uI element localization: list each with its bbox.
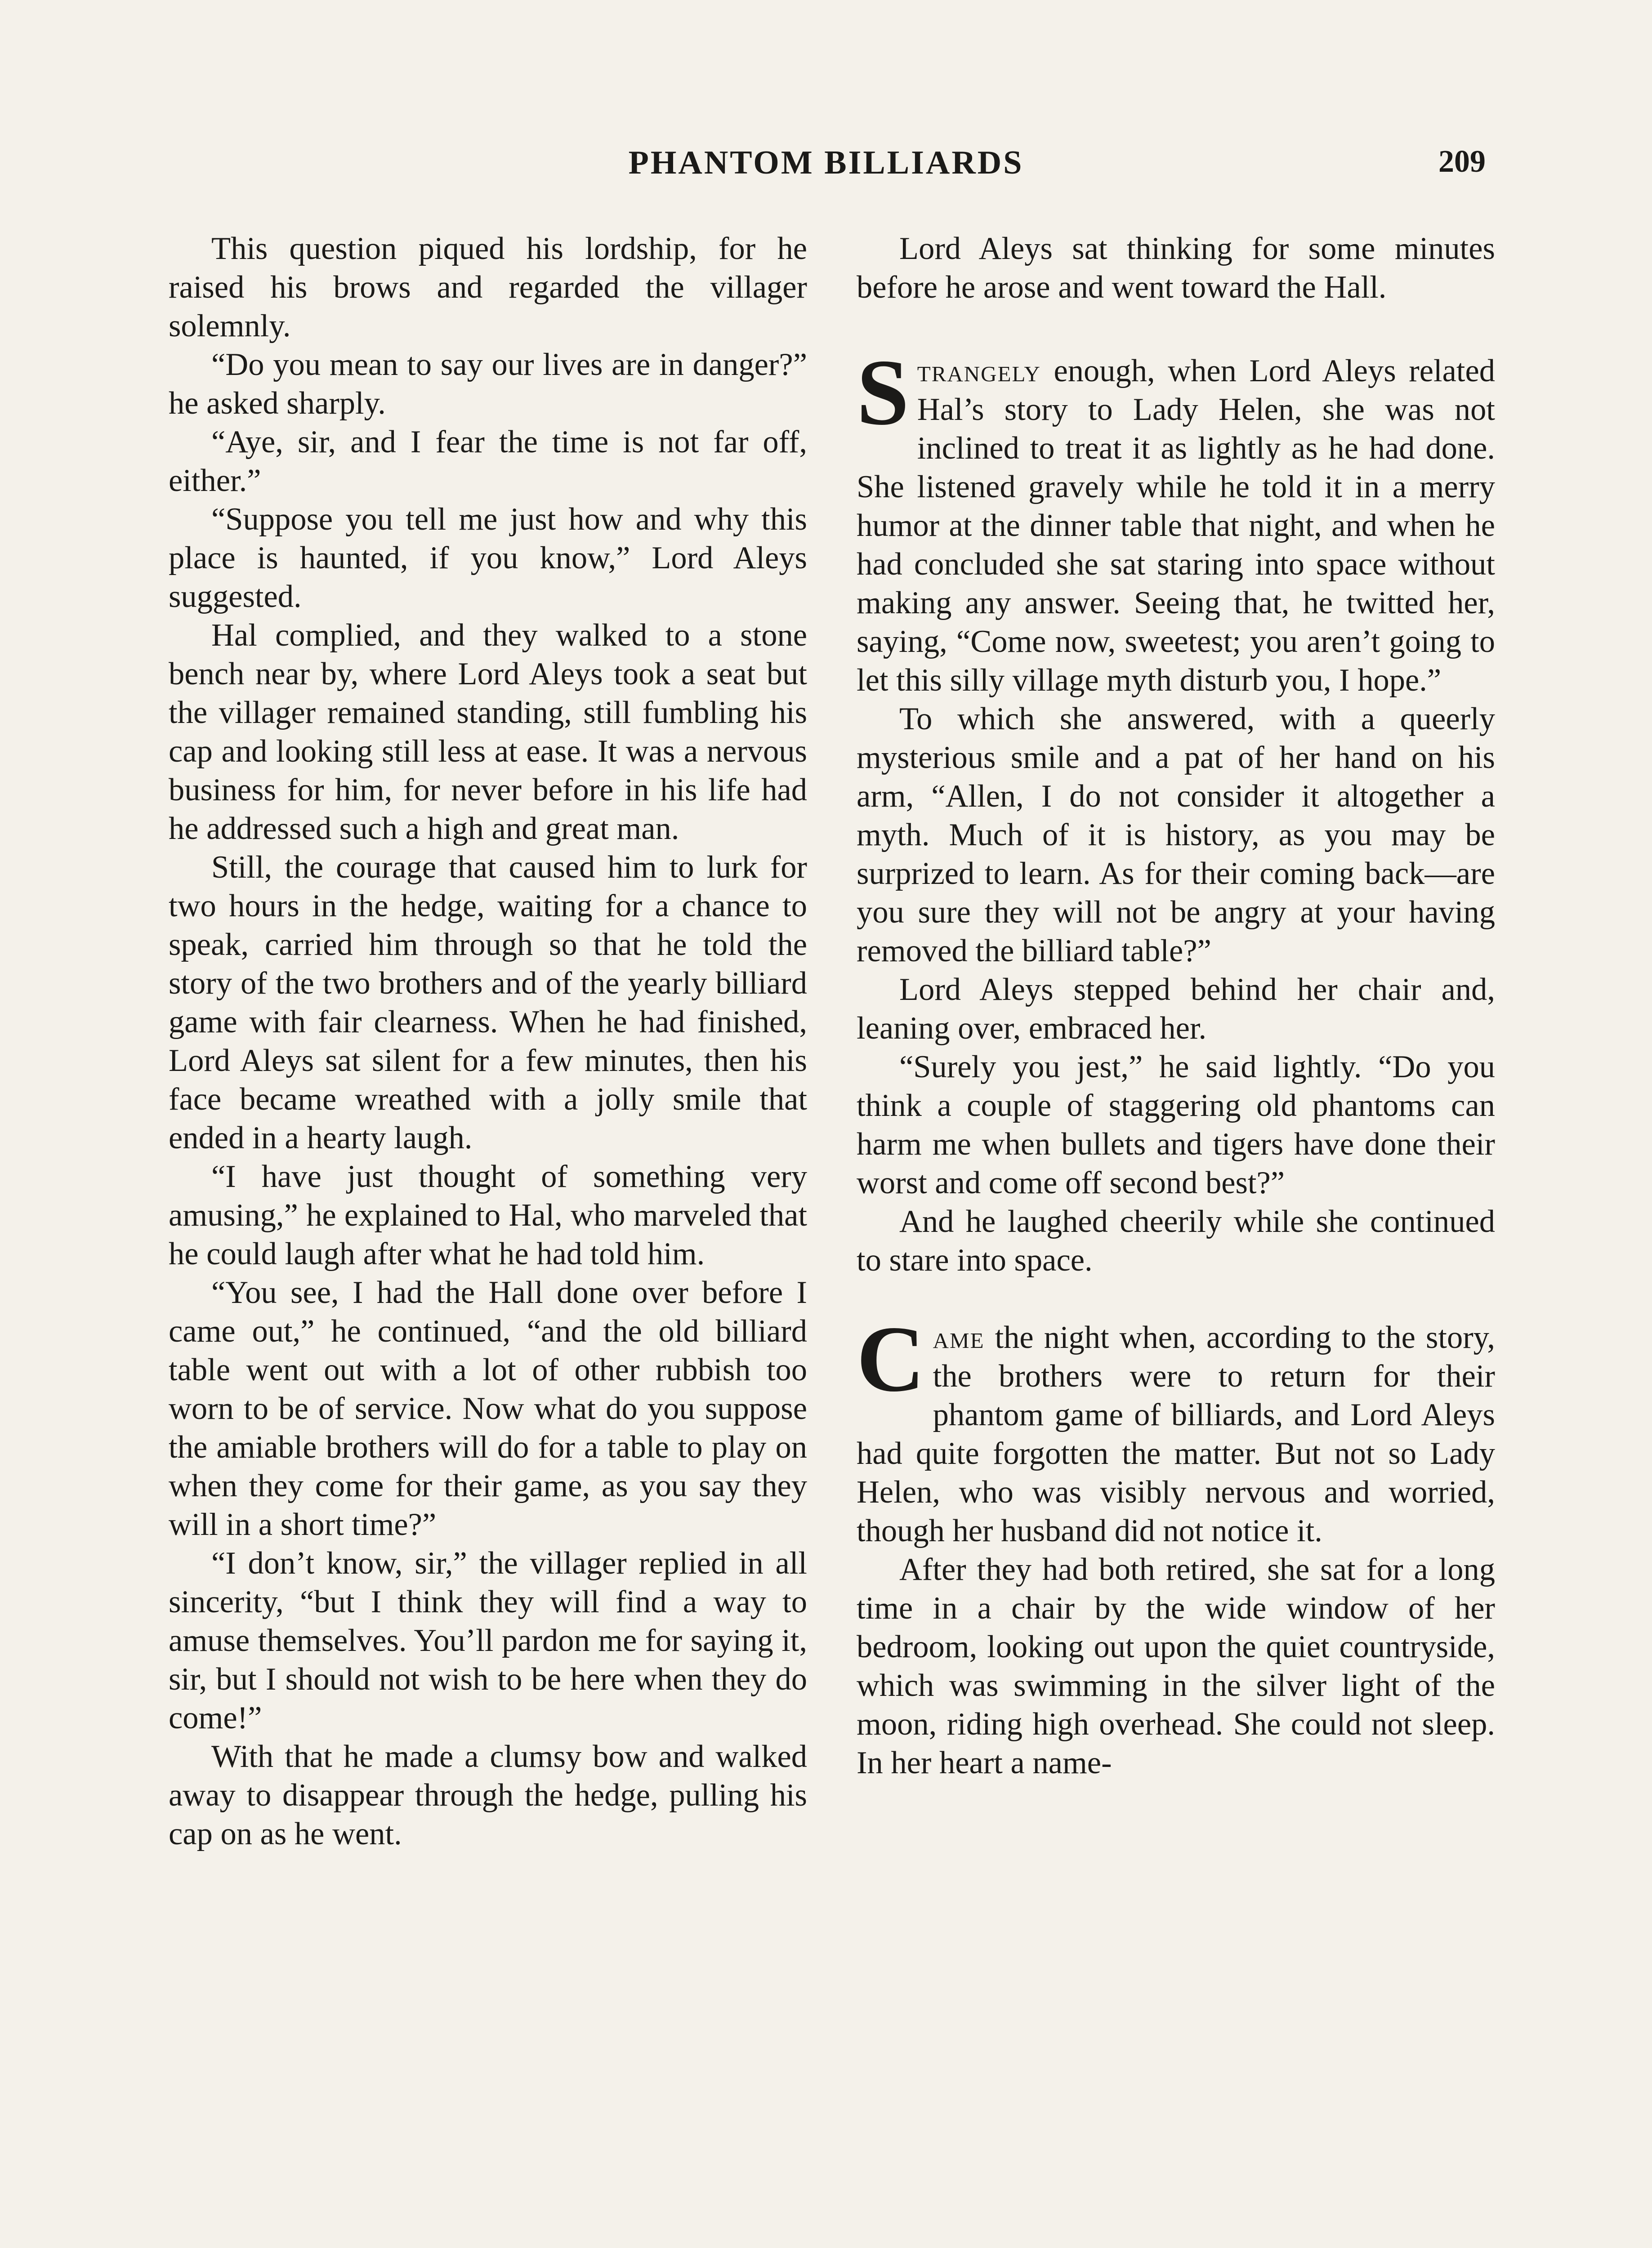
paragraph: “Do you mean to say our lives are in danger?” he asked sharply. [169, 347, 807, 421]
lead-in-words: ame [933, 1320, 985, 1355]
paragraph: Lord Aleys stepped behind her chair and, leaning over, embraced her. [857, 972, 1495, 1046]
drop-cap: C [857, 1307, 925, 1411]
section-opening-paragraph [857, 1307, 1495, 1550]
left-column [169, 229, 807, 1853]
right-column [857, 229, 1495, 1782]
paragraph: “Suppose you tell me just how and why this place is haunted, if you know,” Lord Aleys suggested. [169, 502, 807, 614]
drop-cap: S [857, 340, 909, 445]
paragraph: With that he made a clumsy bow and walked away to disappear through the hedge, pulling his cap on as he went. [169, 1739, 807, 1851]
paragraph: After they had both retired, she sat for a long time in a chair by the wide window of her bedroom, looking out upon the quiet countryside, which was swimming in the silver light of the moon, riding high overhead. She could not sleep. In her heart a name- [857, 1552, 1495, 1780]
page-title: PHANTOM BILLIARDS [628, 144, 1024, 181]
opening-text: enough, when Lord Aleys related Hal’s story to Lady Helen, she was not inclined to treat it as lightly as he had done. She listened gravely while he told it in a merry humor at the dinner table that night, and when he had concluded she sat staring into space without making any answer. Seeing that, he twitted her, saying, “Come now, sweetest; you aren’t going to let this silly village myth disturb you, I hope.” [857, 353, 1495, 698]
paragraph: “I don’t know, sir,” the villager replied in all sincerity, “but I think they will find a way to amuse themselves. You’ll pardon me for saying it, sir, but I should not wish to be here when they do come!” [169, 1546, 807, 1735]
paragraph: This question piqued his lordship, for he raised his brows and regarded the villager solemnly. [169, 231, 807, 343]
running-header [0, 144, 1652, 198]
paragraph: “Aye, sir, and I fear the time is not far off, either.” [169, 424, 807, 498]
lead-in-words: trangely [917, 353, 1041, 388]
section-opening-paragraph [857, 340, 1495, 700]
paragraph: Hal complied, and they walked to a stone bench near by, where Lord Aleys took a seat but the villager remained standing, still fumbling his cap and looking still less at ease. It was a nervous business for him, for never before in his life had he addressed such a high and great man. [169, 618, 807, 846]
opening-text: the night when, according to the story, the brothers were to return for their phantom game of billiards, and Lord Aleys had quite forgotten the matter. But not so Lady Helen, who was visibly nervous and worried, though her husband did not notice it. [857, 1320, 1495, 1548]
paragraph: “Surely you jest,” he said lightly. “Do you think a couple of staggering old phantoms can harm me when bullets and tigers have done their worst and come off second best?” [857, 1049, 1495, 1200]
paragraph: “I have just thought of something very amusing,” he explained to Hal, who marveled that he could laugh after what he had told him. [169, 1159, 807, 1271]
page-number: 209 [1438, 144, 1486, 179]
paragraph: “You see, I had the Hall done over before I came out,” he continued, “and the old billiard table went out with a lot of other rubbish too worn to be of service. Now what do you suppose the amiable brothers will do for a table to play on when they come for their game, as you say they will in a short time?” [169, 1275, 807, 1542]
paragraph: Lord Aleys sat thinking for some minutes before he arose and went toward the Hall. [857, 231, 1495, 305]
paragraph: Still, the courage that caused him to lurk for two hours in the hedge, waiting for a chance to speak, carried him through so that he told the story of the two brothers and of the yearly billiard game with fair clearness. When he had finished, Lord Aleys sat silent for a few minutes, then his face became wreathed with a jolly smile that ended in a hearty laugh. [169, 850, 807, 1155]
paragraph: To which she answered, with a queerly mysterious smile and a pat of her hand on his arm, “Allen, I do not consider it altogether a myth. Much of it is history, as you may be surprized to learn. As for their coming back—are you sure they will not be angry at your having removed the billiard table?” [857, 701, 1495, 968]
paragraph: And he laughed cheerily while she continued to stare into space. [857, 1204, 1495, 1278]
